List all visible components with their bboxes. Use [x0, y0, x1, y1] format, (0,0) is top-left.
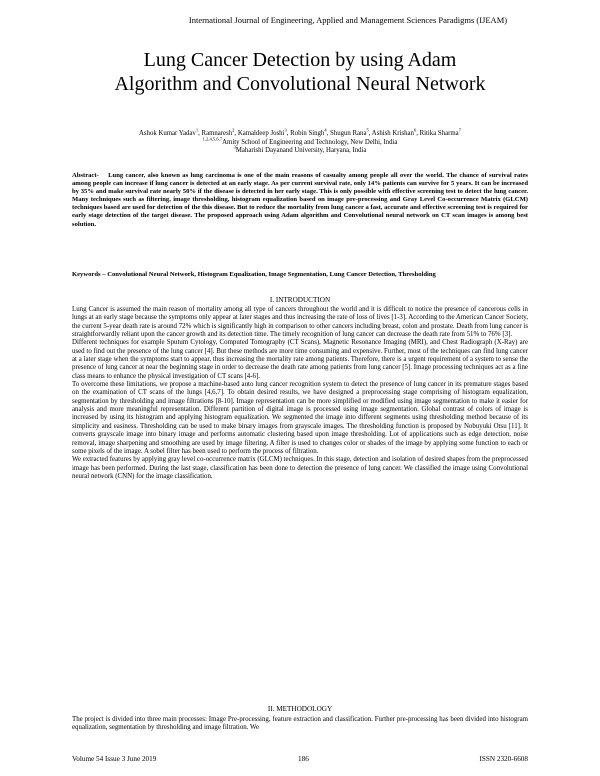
- title-line-1: Lung Cancer Detection by using Adam: [143, 49, 457, 71]
- footer-page-number: 186: [298, 755, 309, 763]
- author-name: Ramnaresh: [201, 130, 233, 137]
- footer-issn: ISSN 2320-6608: [479, 755, 528, 763]
- paper-title: [60, 48, 540, 96]
- author-name: Kamaldeep Joshi: [237, 130, 285, 137]
- methodology-body: [72, 716, 528, 733]
- abstract-text: Lung cancer, also known as lung carcinoma is one of the main reasons of casualty among people all over the world. The chance of survival rates among people can increase if lung cancer is detected at an early stage. As per current survival rate, only 14% patients can survive for 5 years. It can be increased by 35% and make survival rate nearly 50% if the disease is detected in her early stage. This is only possible with effective screening test to detect the lung cancer. Many techniques such as filtering, image thresholding, histogram equalization based on image pre-processing and Gray Level Co-occurrence Matrix (GLCM) techniques based are used for detection of the this disease. But to reduce the mortality from lung cancer a fast, accurate and effective screening test is required for early stage detection of the target disease. The proposed approach using Adam algorithm and Convolutional neural network on CT scan images is among best solution.: [72, 172, 528, 228]
- author-name: Ashok Kumar Yadav: [139, 130, 196, 137]
- author-name: Ashish Krishan: [371, 130, 414, 137]
- paragraph: Different techniques for example Sputum Cytology, Computed Tomography (CT Scans), Magnetic Resonance Imaging (MRI), and Chest Radiograph (X-Ray) are used to find out the presence of the lung cancer [4]. But these methods are more time consuming and expensive. Further, most of the techniques can find lung cancer at a later stage when the symptoms start to appear, thus increasing the mortality rate among patients. Therefore, there is a urgent requirement of a system to sense the presence of lung cancer at near the beginning stage in order to decrease the death rate among patients from lung cancer [5]. Image processing techniques act as a fine class means to enhance the physical investigation of CT scans [4-6].: [72, 339, 528, 380]
- affiliation-1: $^{1,2,4,5,6,7}$Amity School of Engineering and Technology, New Delhi, India: [202, 136, 398, 146]
- author-list: Ashok Kumar Yadav$^1$, Ramnaresh$^2$, Kamaldeep Joshi$^3$, Robin Singh$^4$, Shugun Rana$^5$, Ashish Krishan$^6$, Ritika Sharma$^7$: [139, 127, 461, 137]
- paragraph: The project is divided into three main processes: Image Pre-processing, feature extraction and classification. Further pre-processing has been divided into histogram equalization, segmentation by thresholding and image filtration. We: [72, 716, 528, 732]
- author-name: Ritika Sharma: [419, 130, 459, 137]
- paragraph: Lung Cancer is assumed the main reason of mortality among all type of cancers throughout the world and it is difficult to notice the presence of cancerous cells in lungs at an early stage because the symptoms only appear at later stages and thus increasing the rate of loss of lives [1-3]. According to the American Cancer Society, the current 5-year death rate is around 72% which is significantly high in comparison to other cancers including breast, colon and prostate. Death from lung cancer is straightforwardly reliant upon the cancer growth and its detection time. The timely recognition of lung cancer can decrease the death rate from 51% to 76% [3].: [72, 306, 528, 339]
- section-heading-methodology: II. METHODOLOGY: [267, 705, 333, 713]
- keywords-text: Convolutional Neural Network, Histogram Equalization, Image Segmentation, Lung Cancer Detection, Thresholding: [107, 271, 436, 278]
- author-block: [70, 127, 530, 156]
- footer-volume: Volume 54 Issue 3 June 2019: [72, 755, 157, 763]
- author-name: Shugun Rana: [330, 130, 367, 137]
- title-line-2: Algorithm and Convolutional Neural Network: [114, 73, 486, 95]
- keywords-label: Keywords –: [72, 271, 106, 278]
- introduction-body: [72, 306, 528, 481]
- paragraph: We extracted features by applying gray level co-occurrence matrix (GLCM) techniques. In this stage, detection and isolation of desired shapes from the preprocessed image has been performed. During the last stage, classification has been done to detection the presence of lung cancer. We classified the image using Convolutional neural network (CNN) for the image classification.: [72, 456, 528, 480]
- section-heading-introduction: I. INTRODUCTION: [269, 296, 331, 304]
- abstract: [72, 172, 528, 229]
- journal-header: International Journal of Engineering, Applied and Management Sciences Paradigms (IJEAM): [188, 15, 508, 25]
- abstract-label: Abstract-: [72, 172, 99, 179]
- paragraph: To overcome these limitations, we propose a machine-based auto lung cancer recognition system to detect the presence of lung cancer in its premature stages based on the examination of CT scans of the lungs [4,6,7]. To obtain desired results, we have designed a preprocessing stage comprising of histogram equalization, segmentation by thresholding and image filtrations [8-10]. Image representation can be more simplified or modified using image segmentation to make it easier for analysis and more meaningful representation. Different partition of digital image is processed using image segmentation. Global contrast of colors of image is increased by using its histogram and applying histogram equalization. We segmented the image into different segments using thresholding method because of its simplicity and easiness. Thresholding can be used to make binary images from grayscale images. The thresholding function is proposed by Nobuyuki Otsu [11]. It converts grayscale image into binary image and performs automatic clustering based upon image thresholding. Lot of applications such as edge detection, noise removal, image sharpening and smoothing are used by image filtering. A filter is used to changes color or shades of the image by applying some function to each or some pixels of the image. A sobel filter has been used to perform the process of filtration.: [72, 381, 528, 455]
- keywords: [72, 271, 528, 279]
- author-name: Robin Singh: [290, 130, 325, 137]
- affiliation-2: $^3$Maharishi Dayanand University, Haryana, India: [233, 144, 367, 154]
